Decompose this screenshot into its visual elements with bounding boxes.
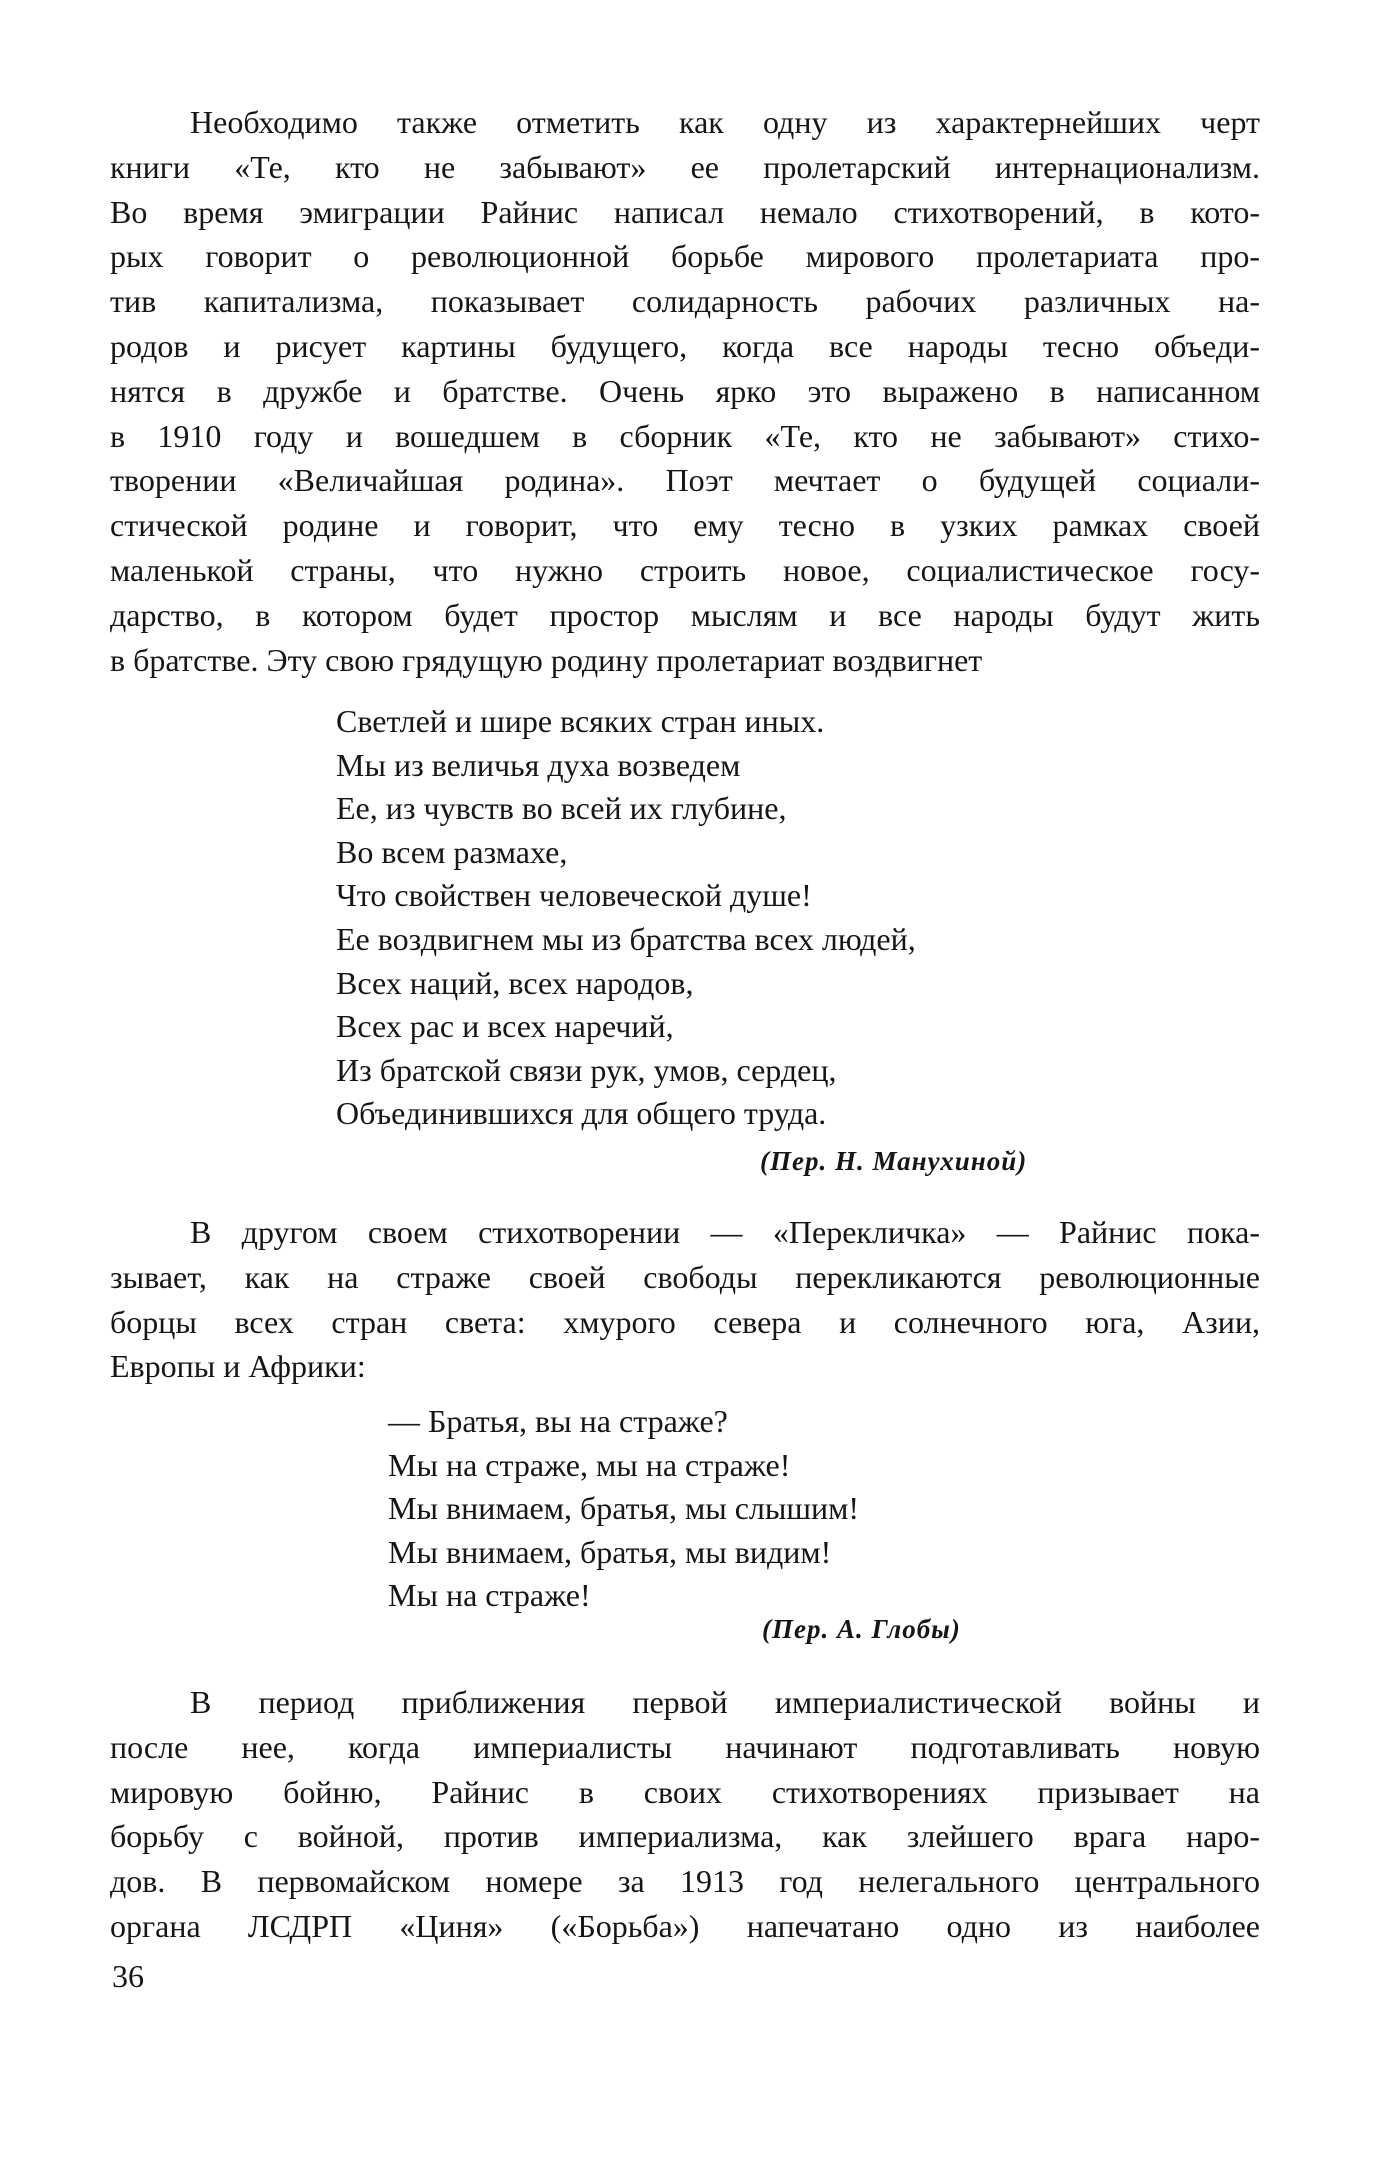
text-line: дов. В первомайском номере за 1913 год нелегального центрального (110, 1863, 1260, 1900)
text-line: творении «Величайшая родина». Поэт мечтает о будущей социали- (110, 462, 1260, 499)
paragraph-3 (110, 1680, 1260, 1949)
translator-credit-1: (Пер. Н. Манухиной) (760, 1146, 1028, 1176)
text-line: маленькой страны, что нужно строить новое, социалистическое госу- (110, 551, 1260, 588)
text-line: Во время эмиграции Райнис написал немало стихотворений, в кото- (110, 193, 1260, 230)
poem-excerpt-2 (388, 1400, 859, 1618)
verse-line: Всех наций, всех народов, (336, 964, 694, 1001)
text-line: тив капитализма, показывает солидарность рабочих различных на- (110, 283, 1260, 320)
verse-line: Всех рас и всех наречий, (336, 1008, 674, 1045)
verse-line: Что свойствен человеческой душе! (336, 877, 812, 914)
verse-line: Мы на страже! (388, 1577, 591, 1614)
verse-line: Ее, из чувств во всей их глубине, (336, 790, 787, 827)
text-line: родов и рисует картины будущего, когда все народы тесно объеди- (110, 327, 1260, 364)
text-line: дарство, в котором будет простор мыслям и все народы будут жить (110, 596, 1260, 633)
verse-line: Мы из величья духа возведем (336, 746, 741, 783)
text-line: в 1910 году и вошедшем в сборник «Те, кто не забывают» стихо- (110, 417, 1260, 454)
text-line: стической родине и говорит, что ему тесно в узких рамках своей (110, 507, 1260, 544)
text-line: в братстве. Эту свою грядущую родину пролетариат воздвигнет (110, 641, 983, 678)
text-line: борцы всех стран света: хмурого севера и солнечного юга, Азии, (110, 1303, 1260, 1340)
paragraph-2 (110, 1210, 1260, 1389)
text-line: зывает, как на страже своей свободы перекликаются революционные (110, 1258, 1260, 1295)
text-line: после нее, когда империалисты начинают подготавливать новую (110, 1728, 1260, 1765)
text-line: борьбу с войной, против империализма, как злейшего врага наро- (110, 1818, 1260, 1855)
text-line: мировую бойню, Райнис в своих стихотворениях призывает на (110, 1773, 1260, 1810)
text-line: книги «Те, кто не забывают» ее пролетарский интернационализм. (110, 148, 1260, 185)
translator-credit-2: (Пер. А. Глобы) (762, 1614, 961, 1644)
text-line: рых говорит о революционной борьбе мирового пролетариата про- (110, 238, 1260, 275)
text-line: нятся в дружбе и братстве. Очень ярко это выражено в написанном (110, 372, 1260, 409)
verse-line: Мы на страже, мы на страже! (388, 1446, 791, 1483)
page-number: 36 (112, 1958, 144, 1994)
poem-excerpt-1 (336, 700, 916, 1136)
paragraph-1 (110, 100, 1260, 682)
verse-line: Светлей и шире всяких стран иных. (336, 703, 825, 739)
verse-line: Объединившихся для общего труда. (336, 1095, 827, 1132)
text-line: Европы и Африки: (110, 1348, 366, 1385)
verse-line: Мы внимаем, братья, мы слышим! (388, 1490, 860, 1527)
text-line: Необходимо также отметить как одну из характернейших черт (190, 104, 1260, 140)
verse-line: — Братья, вы на страже? (388, 1403, 728, 1439)
text-line: В период приближения первой империалистической войны и (190, 1684, 1260, 1720)
text-line: В другом своем стихотворении — «Перекличка» — Райнис пока- (190, 1214, 1260, 1250)
verse-line: Из братской связи рук, умов, сердец, (336, 1051, 837, 1088)
text-line: органа ЛСДРП «Циня» («Борьба») напечатано одно из наиболее (110, 1907, 1260, 1944)
verse-line: Во всем размахе, (336, 833, 568, 870)
verse-line: Ее воздвигнем мы из братства всех людей, (336, 920, 916, 957)
verse-line: Мы внимаем, братья, мы видим! (388, 1533, 832, 1570)
